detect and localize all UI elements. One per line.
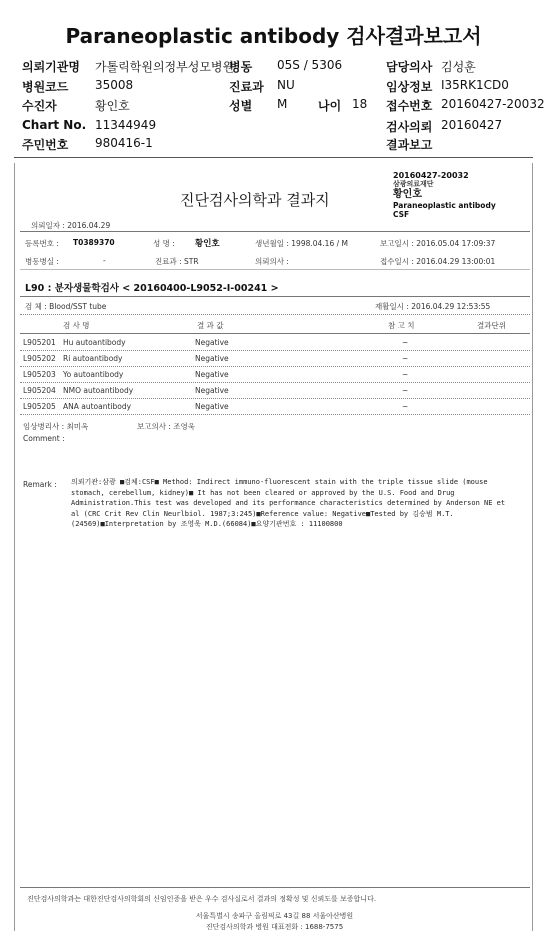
ward-key: 병동 xyxy=(229,60,253,74)
ward-room-value: - xyxy=(103,256,106,265)
rrn-value: 980416-1 xyxy=(95,136,153,150)
row-code: L905205 xyxy=(23,402,56,411)
print-date: 의뢰일자 : 2016.04.29 xyxy=(31,221,111,230)
row-reference: ~ xyxy=(402,370,409,379)
remark-line: al (CRC Crit Rev Clin Neurlbiol. 1987;3:245)■Reference value: Negative■Tested by 김승범 M.T. xyxy=(71,509,454,518)
patient-value: 황인호 xyxy=(95,99,130,113)
row-test-name: NMO autoantibody xyxy=(63,386,134,395)
report-heading: 진단검사의학과 결과지 xyxy=(180,191,330,209)
remark-text xyxy=(71,477,505,530)
row-test-name: Hu autoantibody xyxy=(63,338,126,347)
section-title: L90 : 분자생물학검사 < 20160400-L9052-I-00241 > xyxy=(25,283,279,294)
summary-divider xyxy=(14,157,533,158)
hospital-code-key: 병원코드 xyxy=(22,80,69,94)
sex-value: M xyxy=(277,97,288,111)
remark-line: 의뢰기관:삼광 ■검체:CSF■ Method: Indirect immuno-fluorescent stain with the triple tissue slide (mouse xyxy=(71,478,488,486)
report-datetime: 보고일시 : 2016.05.04 17:09:37 xyxy=(380,239,496,248)
row-result: Negative xyxy=(195,354,229,363)
row-reference: ~ xyxy=(402,354,409,363)
report-date-key: 결과보고 xyxy=(386,138,433,152)
comment-label: Comment : xyxy=(23,434,65,443)
department-key: 진료과 xyxy=(229,80,264,94)
row-reference: ~ xyxy=(402,402,409,411)
remark-line: stomach, cerebellum, kidney)■ It has not been cleared or approved by the U.S. Food and Drug xyxy=(71,488,455,497)
row-test-name: Ri autoantibody xyxy=(63,354,123,363)
rrn-key: 주민번호 xyxy=(22,138,69,152)
receipt-no-value: 20160427-20032 xyxy=(441,97,545,111)
ward-value: 05S / 5306 xyxy=(277,58,343,72)
row-test-name: ANA autoantibody xyxy=(63,402,132,411)
chart-no-key: Chart No. xyxy=(22,118,87,132)
receipt-no-key: 접수번호 xyxy=(386,99,433,113)
row-result: Negative xyxy=(195,386,229,395)
address-line: 서울특별시 송파구 올림픽로 43길 88 서울아산병원 xyxy=(195,912,354,920)
specimen-line: 검 체 : Blood/SST tube xyxy=(25,302,107,311)
institution-key: 의뢰기관명 xyxy=(22,60,80,74)
reg-no-key: 등록번호 : xyxy=(25,239,59,248)
row-divider xyxy=(20,350,530,351)
col-reference: 참 고 치 xyxy=(388,321,415,330)
report-title: Paraneoplastic antibody 검사결과보고서 xyxy=(65,24,482,48)
row-result: Negative xyxy=(195,338,229,347)
table-top-divider xyxy=(20,314,530,315)
age-key: 나이 xyxy=(318,99,342,113)
row-test-name: Yo autoantibody xyxy=(63,370,124,379)
label-specimen: CSF xyxy=(393,210,410,219)
row-divider xyxy=(20,414,530,415)
label-patient-name: 황인호 xyxy=(393,189,422,200)
label-test-name: Paraneoplastic antibody xyxy=(393,201,496,210)
physician-line: 의뢰의사 : xyxy=(255,257,289,266)
patient-key: 수진자 xyxy=(22,99,57,113)
row-result: Negative xyxy=(195,370,229,379)
info-divider xyxy=(20,269,530,270)
accreditation-note: 진단검사의학과는 대한진단검사의학회의 신임인증을 받은 우수 검사실로서 결과의 정확성 및 신뢰도를 보증합니다. xyxy=(27,895,377,903)
institution-value: 가톨릭학원의정부성모병원 xyxy=(95,60,235,74)
birth-info: 생년월일 : 1998.04.16 / M xyxy=(255,239,348,248)
table-header-divider xyxy=(20,333,530,334)
sample-label-box xyxy=(393,171,515,219)
doctor-key: 담당의사 xyxy=(386,60,433,74)
name-key: 성 명 : xyxy=(153,239,175,248)
label-lab-name: 삼광의료재단 xyxy=(393,180,434,188)
department-line: 진료과 : STR xyxy=(155,257,199,266)
ward-room: 병동병실 : xyxy=(25,257,59,266)
doctor-value: 김성훈 xyxy=(441,60,476,74)
row-code: L905202 xyxy=(23,354,56,363)
contact-line: 진단검사의학과 병원 대표전화 : 1688-7575 xyxy=(205,923,344,931)
pathologist: 임상병리사 : 최미옥 xyxy=(23,422,89,431)
row-divider xyxy=(20,398,530,399)
row-result: Negative xyxy=(195,402,229,411)
col-result: 결 과 값 xyxy=(197,321,224,330)
row-reference: ~ xyxy=(402,386,409,395)
accept-datetime: 접수일시 : 2016.04.29 13:00:01 xyxy=(380,257,496,266)
request-date-key: 검사의뢰 xyxy=(386,120,433,134)
reporting-physician: 보고의사 : 조영욱 xyxy=(137,422,196,431)
row-divider xyxy=(20,382,530,383)
clinical-info-value: I35RK1CD0 xyxy=(441,78,509,92)
recheck-datetime: 재활일시 : 2016.04.29 12:53:55 xyxy=(375,302,491,311)
chart-no-value: 11344949 xyxy=(95,118,157,132)
clinical-info-key: 임상정보 xyxy=(386,80,433,94)
label-receipt-no: 20160427-20032 xyxy=(393,171,469,180)
col-unit: 결과단위 xyxy=(477,321,506,330)
footer-divider xyxy=(20,887,530,888)
reg-no-value: T0389370 xyxy=(73,238,115,247)
row-reference: ~ xyxy=(402,338,409,347)
row-code: L905201 xyxy=(23,338,56,347)
remark-label: Remark : xyxy=(23,480,57,489)
age-value: 18 xyxy=(352,97,368,111)
name-value: 황인호 xyxy=(195,239,220,249)
section-divider xyxy=(20,296,530,297)
row-code: L905203 xyxy=(23,370,56,379)
scanned-report xyxy=(14,163,533,931)
request-date-value: 20160427 xyxy=(441,118,503,132)
remark-line: (24569)■Interpretation by 조영욱 M.D.(66084)■요양기관번호 : 11100800 xyxy=(71,520,343,528)
remark-line: Administration.This test was developed and its performance characteristics determined by Anderson NE et xyxy=(71,499,506,507)
row-divider xyxy=(20,366,530,367)
row-code: L905204 xyxy=(23,386,56,395)
col-test-name: 검 사 명 xyxy=(63,321,90,330)
header-divider xyxy=(20,231,530,232)
department-value: NU xyxy=(277,78,295,92)
sex-key: 성별 xyxy=(229,99,253,113)
hospital-code-value: 35008 xyxy=(95,78,134,92)
